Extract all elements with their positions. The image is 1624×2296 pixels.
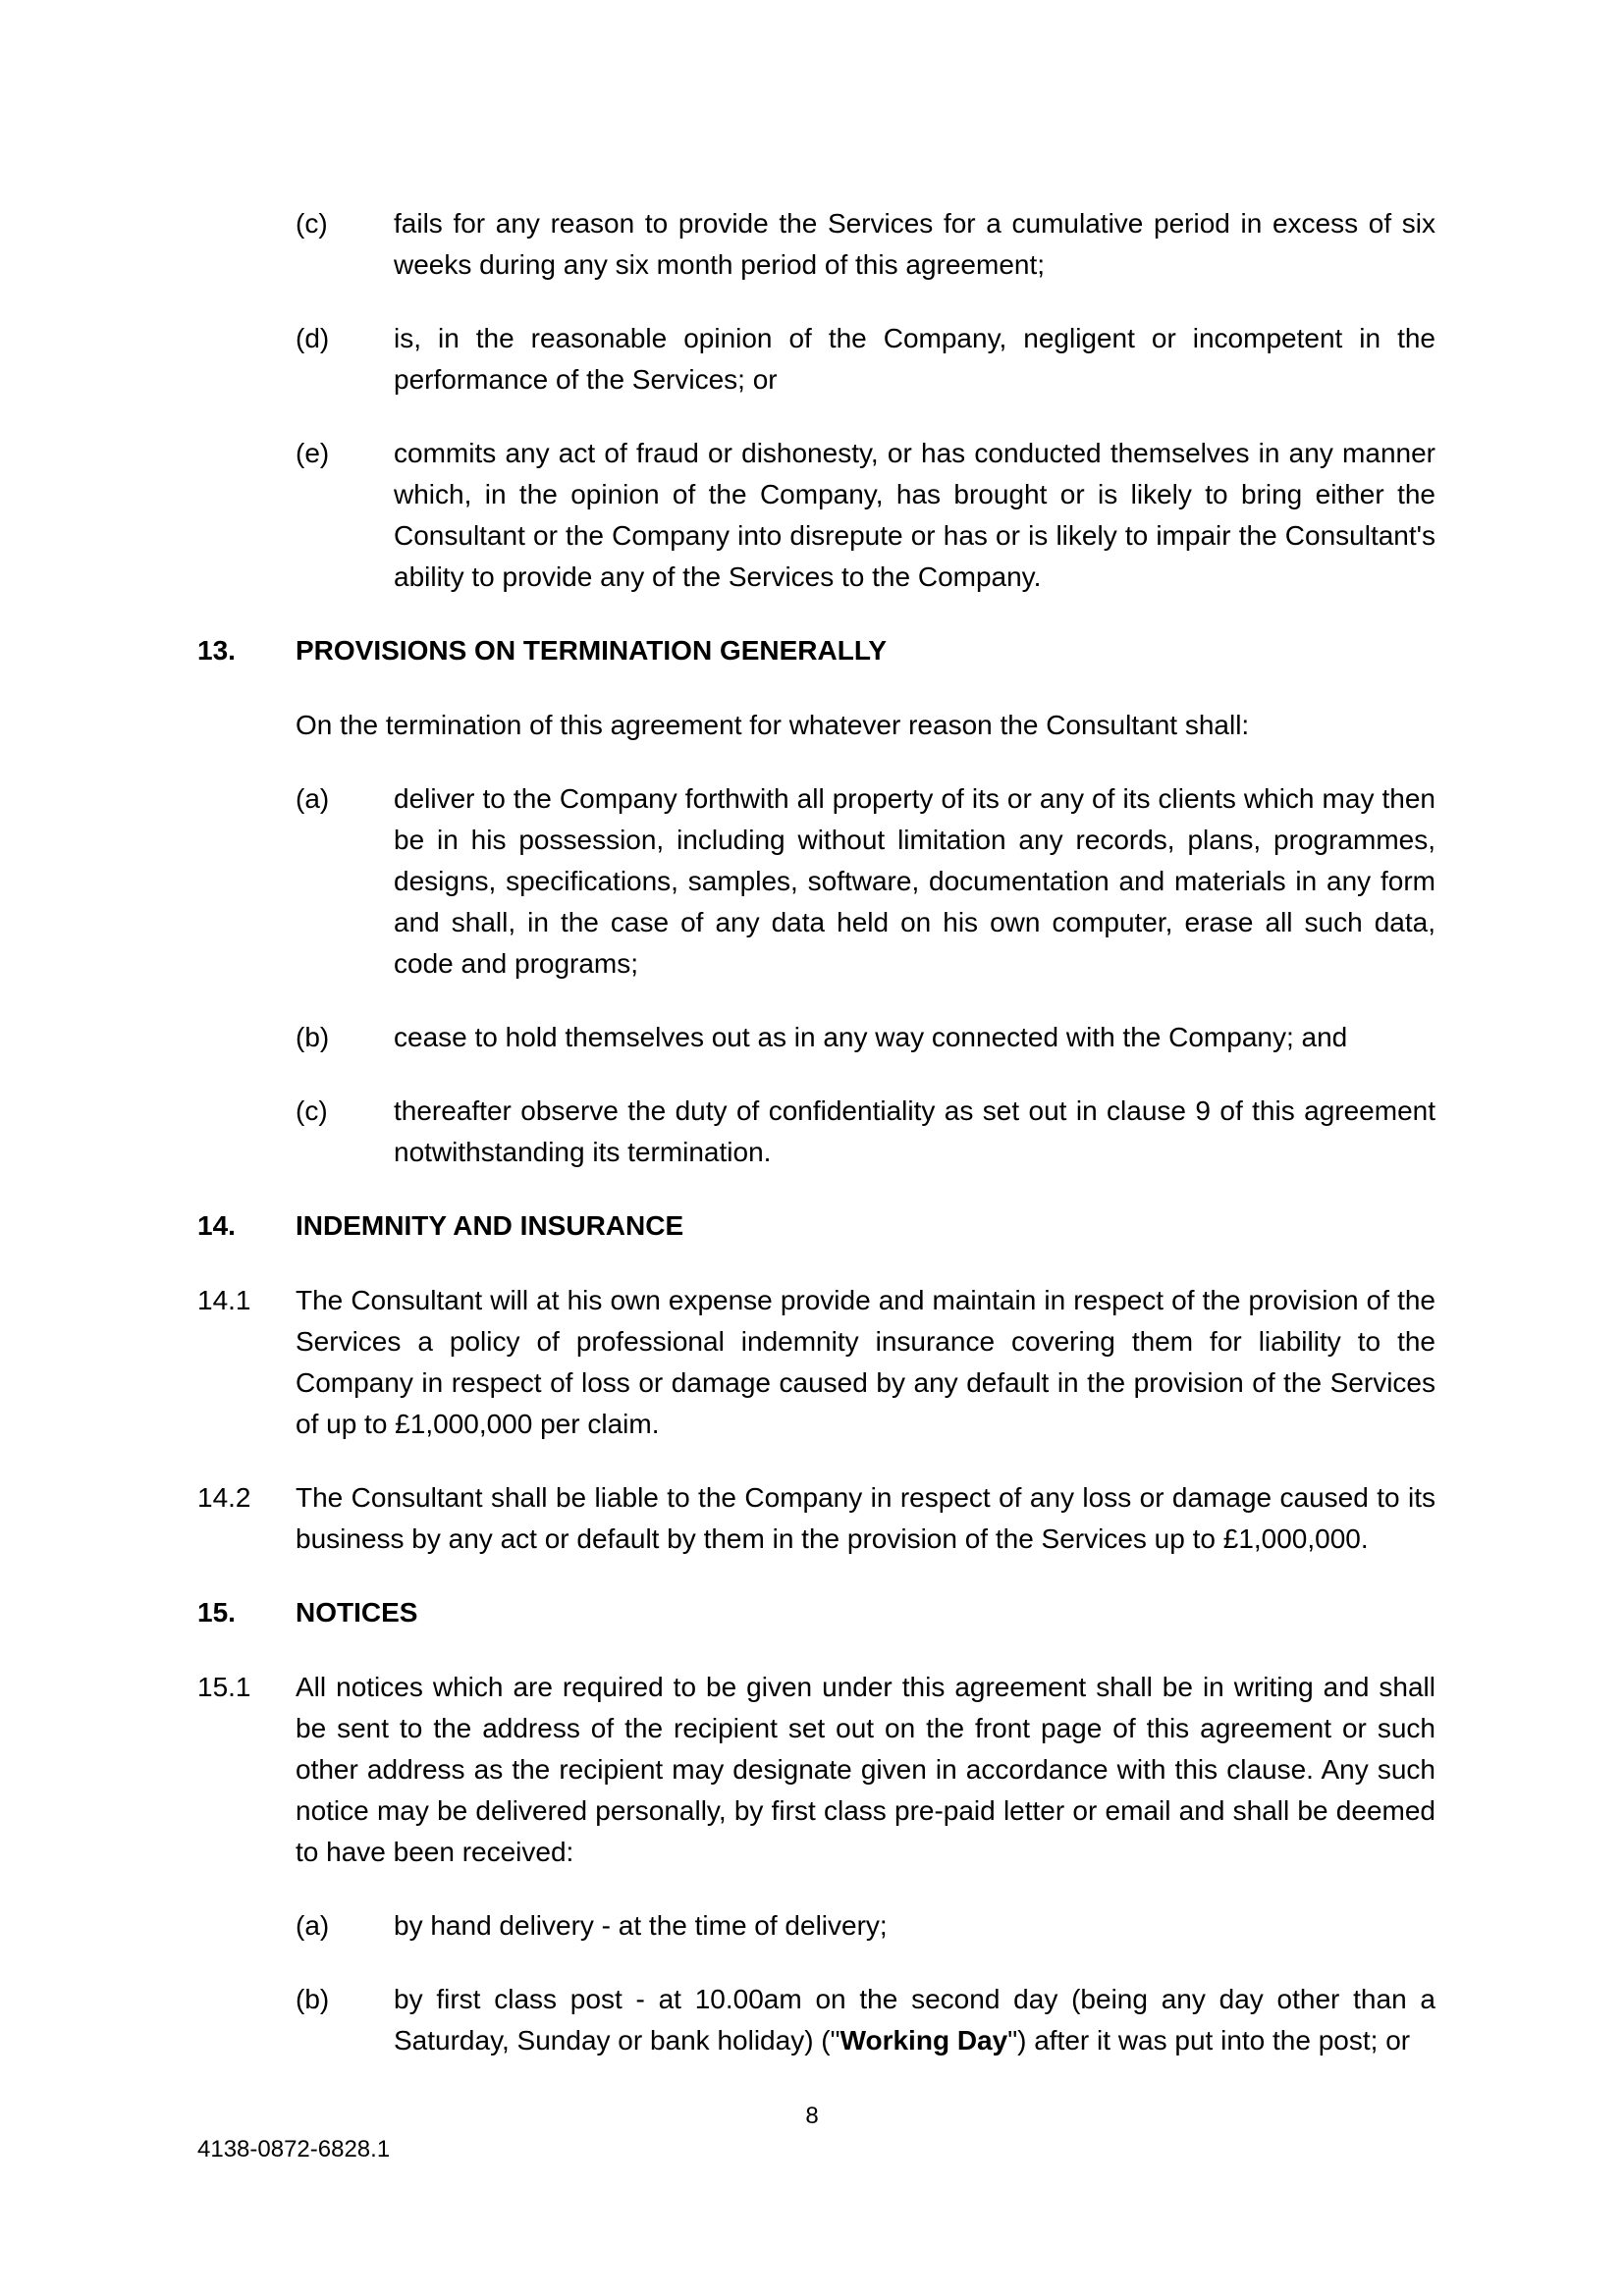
- clause-number: 14.1: [197, 1285, 251, 1315]
- section-number: 13.: [197, 635, 236, 666]
- item-text: by hand delivery - at the time of delivery;: [394, 1910, 888, 1941]
- item-text: thereafter observe the duty of confidentiality as set out in clause 9 of this agreement notwithstanding its termination.: [394, 1095, 1435, 1167]
- item-text: [394, 1979, 1435, 2061]
- item-label: (d): [296, 323, 330, 353]
- section-heading-13: [197, 630, 1435, 671]
- page-number: 8: [805, 2103, 819, 2129]
- list-item: [296, 1905, 1435, 1947]
- list-item: [296, 318, 1435, 400]
- section-number: 15.: [197, 1597, 236, 1628]
- clause-14-1: [197, 1280, 1435, 1445]
- clause-text: All notices which are required to be given under this agreement shall be in writing and shall be sent to the address of the recipient set out on the front page of this agreement or such other address as the recipient may designate given in accordance with this clause. Any such notice may be delivered personally, by first class pre-paid letter or email and shall be deemed to have been received:: [296, 1672, 1435, 1867]
- item-label: (c): [296, 208, 328, 239]
- item-label: (e): [296, 438, 330, 468]
- clause-14-2: [197, 1477, 1435, 1560]
- clause-number: 14.2: [197, 1482, 251, 1513]
- section-intro: On the termination of this agreement for whatever reason the Consultant shall:: [296, 710, 1250, 740]
- list-item: [296, 433, 1435, 598]
- list-item: [296, 203, 1435, 286]
- item-text: fails for any reason to provide the Services for a cumulative period in excess of six weeks during any six month period of this agreement;: [394, 208, 1435, 280]
- item-text: is, in the reasonable opinion of the Company, negligent or incompetent in the performance of the Services; or: [394, 323, 1435, 395]
- item-label: (a): [296, 783, 330, 814]
- item-text: commits any act of fraud or dishonesty, or has conducted themselves in any manner which, in the opinion of the Company, has brought or is likely to bring either the Consultant or the Company into disrepute or has or is likely to impair the Consultant's ability to provide any of the Services to the Company.: [394, 438, 1435, 592]
- section-heading-14: [197, 1205, 1435, 1247]
- item-label: (a): [296, 1910, 330, 1941]
- item-text-after: ") after it was put into the post; or: [1007, 2025, 1411, 2056]
- document-reference: 4138-0872-6828.1: [197, 2136, 391, 2163]
- list-item: [296, 1091, 1435, 1173]
- list-item: [296, 1017, 1435, 1058]
- list-item: [296, 1979, 1435, 2061]
- item-label: (b): [296, 1022, 330, 1052]
- section-title: INDEMNITY AND INSURANCE: [296, 1210, 684, 1241]
- item-text: deliver to the Company forthwith all property of its or any of its clients which may then be in his possession, including without limitation any records, plans, programmes, designs, specifications, samples, software, documentation and materials in any form and shall, in the case of any data held on his own computer, erase all such data, code and programs;: [394, 783, 1435, 979]
- list-item: [296, 778, 1435, 985]
- item-text: cease to hold themselves out as in any way connected with the Company; and: [394, 1022, 1348, 1052]
- section-number: 14.: [197, 1210, 236, 1241]
- clause-15-1: [197, 1667, 1435, 1873]
- section-title: PROVISIONS ON TERMINATION GENERALLY: [296, 635, 888, 666]
- defined-term: Working Day: [839, 2025, 1008, 2056]
- item-text-before: by first class post - at 10.00am on the second day (being any day other than a Saturday, Sunday or bank holiday) (": [394, 1984, 1435, 2056]
- clause-number: 15.1: [197, 1672, 251, 1702]
- section-title: NOTICES: [296, 1597, 418, 1628]
- item-label: (b): [296, 1984, 330, 2014]
- clause-text: The Consultant will at his own expense provide and maintain in respect of the provision of the Services a policy of professional indemnity insurance covering them for liability to the Company in respect of loss or damage caused by any default in the provision of the Services of up to £1,000,000 per claim.: [296, 1285, 1435, 1439]
- item-label: (c): [296, 1095, 328, 1126]
- section-heading-15: [197, 1592, 1435, 1633]
- clause-text: The Consultant shall be liable to the Company in respect of any loss or damage caused to its business by any act or default by them in the provision of the Services up to £1,000,000.: [296, 1482, 1435, 1554]
